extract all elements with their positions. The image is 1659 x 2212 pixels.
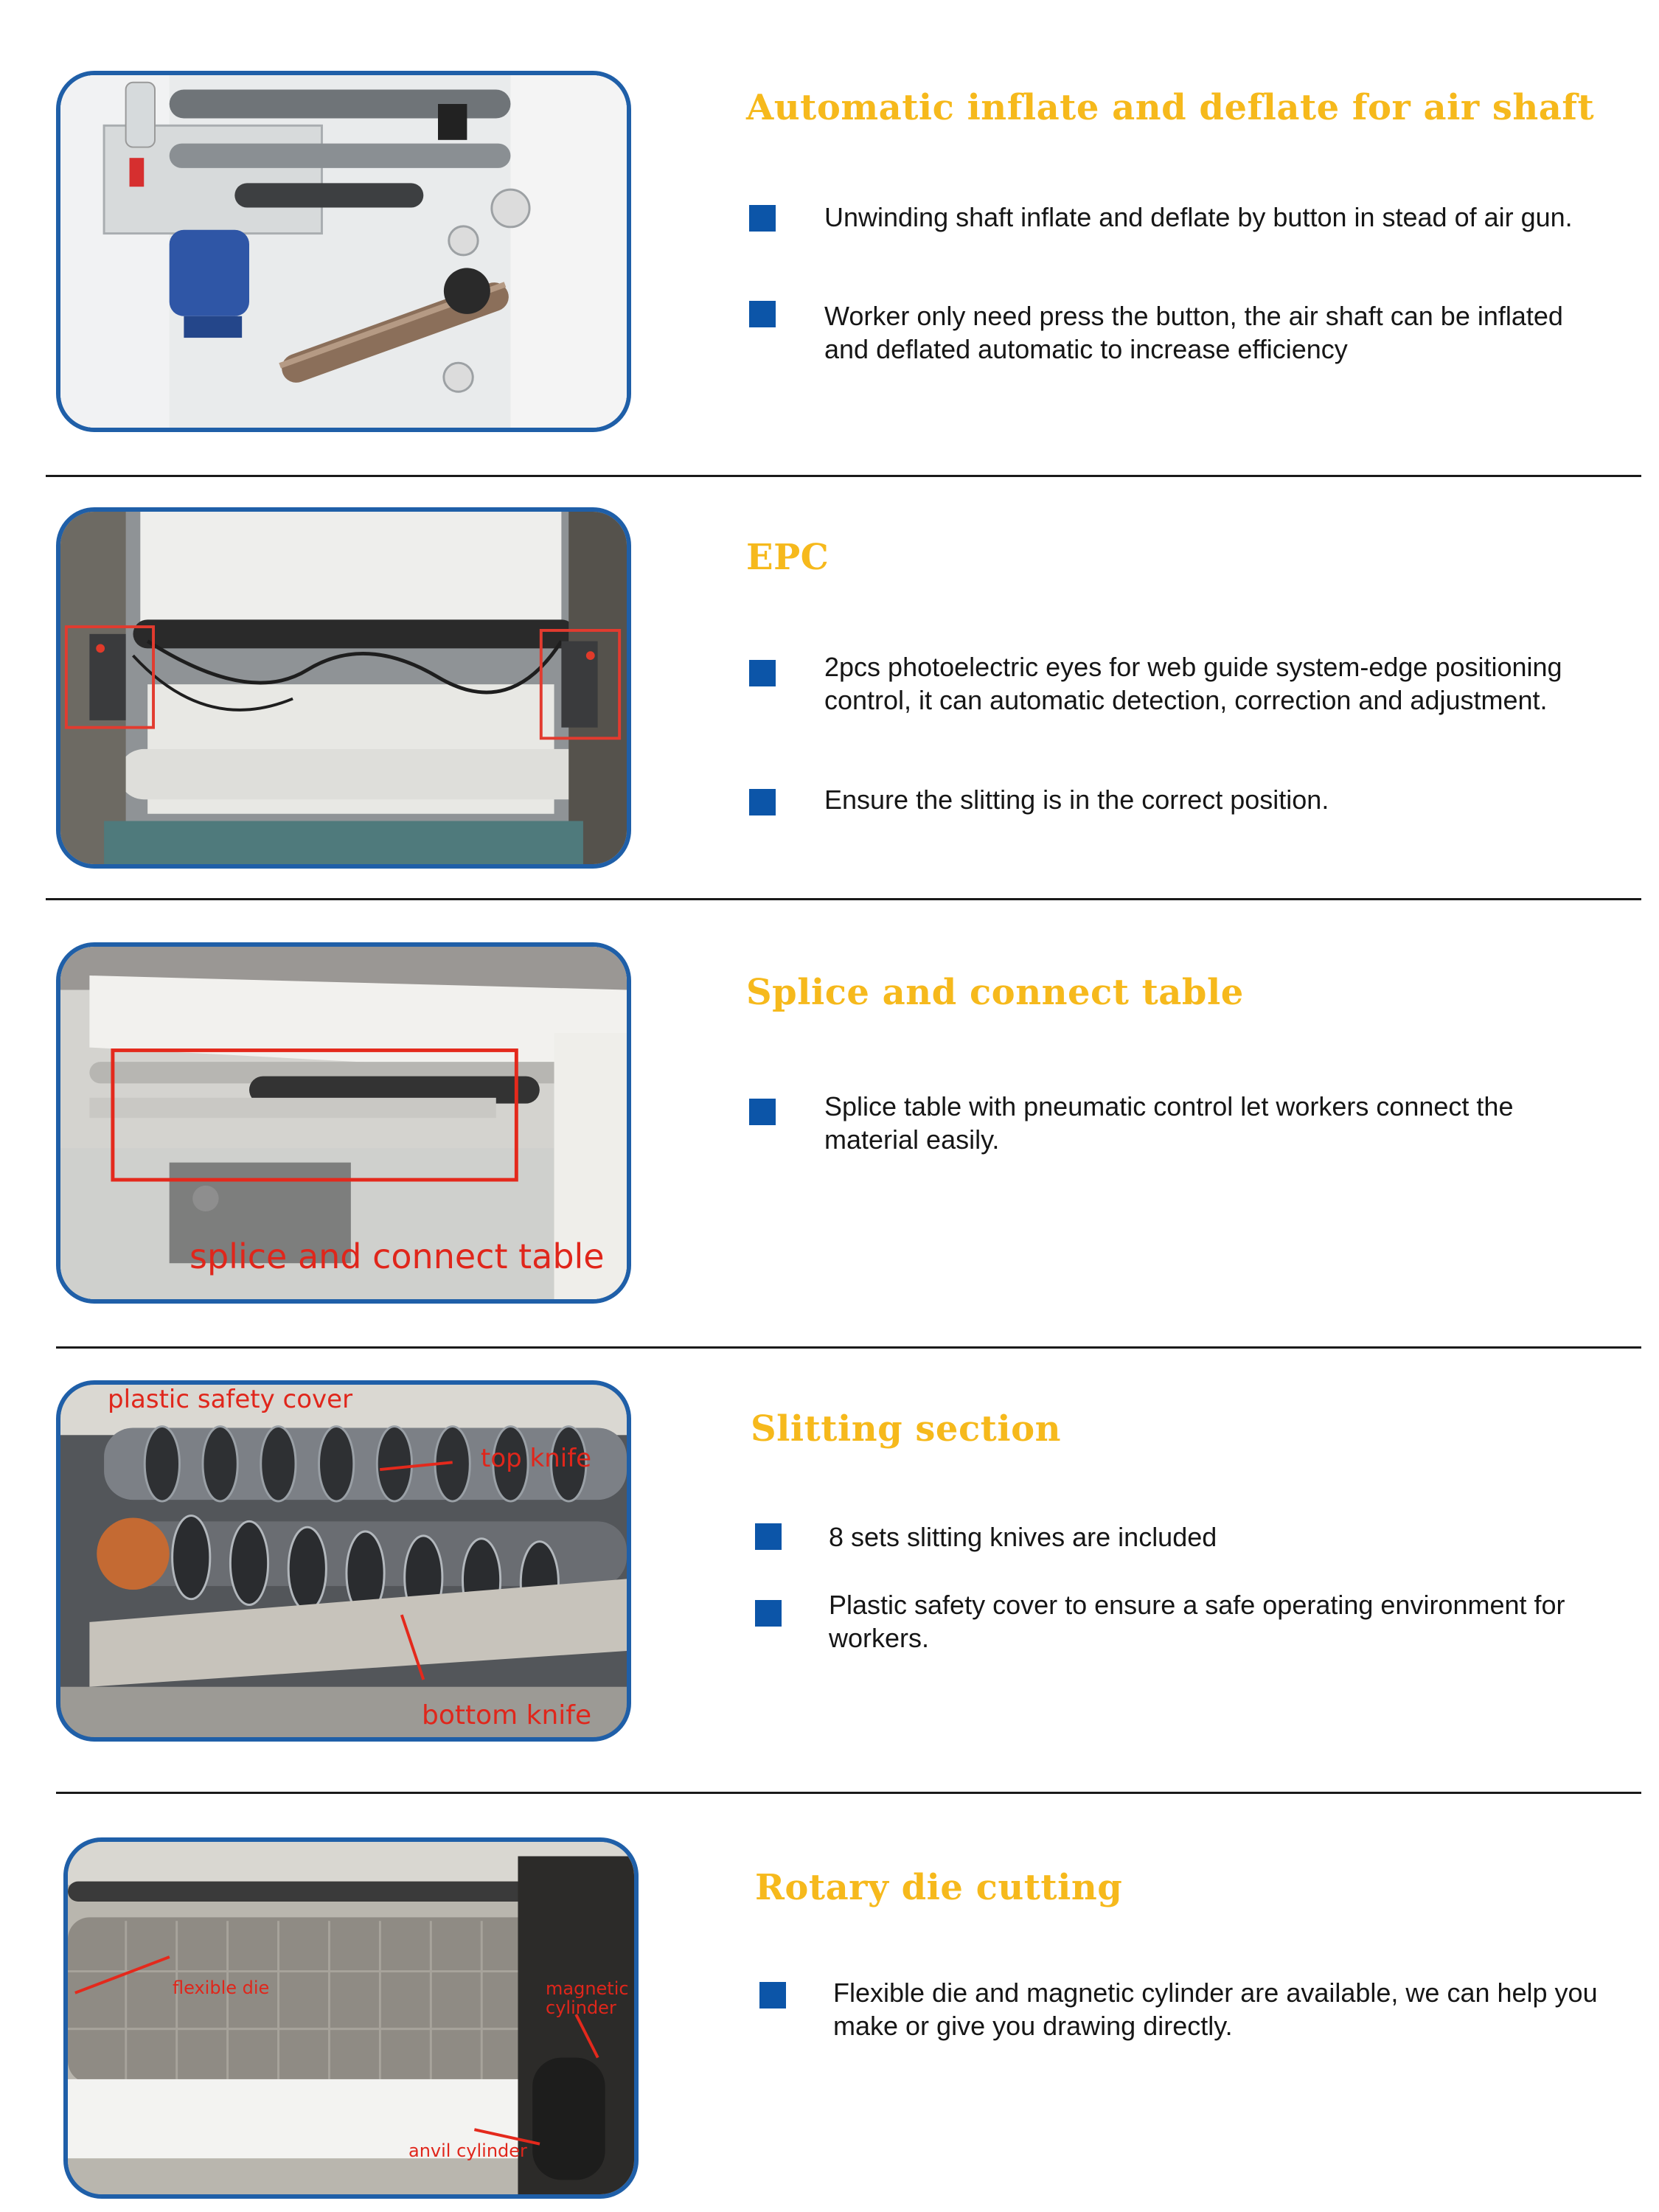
bullet-square-icon [755, 1523, 782, 1550]
bullet-square-icon [759, 1982, 786, 2008]
bullet-text: Unwinding shaft inflate and deflate by button in stead of air gun. [824, 202, 1573, 232]
bullet-text: Ensure the slitting is in the correct position. [824, 785, 1329, 815]
section-heading: Splice and connect table [746, 972, 1244, 1013]
epc-machine-illustration [60, 512, 627, 864]
section-heading: Rotary die cutting [755, 1867, 1123, 1908]
bullet-square-icon [749, 1099, 776, 1125]
bullet-text: Worker only need press the button, the air shaft can be inflated and deflated automatic to increase efficiency [824, 301, 1563, 364]
magnetic-cylinder-label: magnetic cylinder [546, 1978, 629, 2018]
bottom-knife-label: bottom knife [422, 1700, 592, 1731]
bullet-square-icon [749, 660, 776, 686]
slitting-machine-illustration [60, 1385, 627, 1737]
bullet-text: Plastic safety cover to ensure a safe operating environment for workers. [829, 1590, 1565, 1653]
splice-table-caption: splice and connect table [189, 1237, 605, 1276]
bullet-square-icon [755, 1600, 782, 1627]
bullet-square-icon [749, 205, 776, 232]
section-heading: EPC [746, 537, 830, 578]
section-divider [46, 475, 1641, 477]
air-shaft-machine-illustration [60, 75, 627, 428]
section-heading: Automatic inflate and deflate for air shaft [746, 87, 1595, 128]
rotary-die-machine-illustration [68, 1842, 634, 2194]
bullet-text: 8 sets slitting knives are included [829, 1522, 1217, 1552]
air-shaft-photo [56, 71, 631, 432]
epc-photo [56, 507, 631, 869]
bullet-text: 2pcs photoelectric eyes for web guide system-edge positioning control, it can automatic detection, correction and adjustment. [824, 652, 1562, 715]
plastic-safety-cover-label: plastic safety cover [108, 1385, 353, 1414]
splice-table-photo [56, 942, 631, 1304]
section-divider [56, 1346, 1641, 1349]
section-divider [46, 898, 1641, 900]
flexible-die-label: flexible die [173, 1978, 270, 1998]
bullet-text: Splice table with pneumatic control let workers connect the material easily. [824, 1091, 1514, 1155]
anvil-cylinder-label: anvil cylinder [408, 2140, 527, 2161]
top-knife-label: top knife [481, 1444, 592, 1473]
rotary-die-photo [63, 1837, 639, 2199]
section-heading: Slitting section [751, 1408, 1061, 1450]
slitting-photo [56, 1380, 631, 1742]
section-divider [56, 1792, 1641, 1794]
bullet-square-icon [749, 789, 776, 815]
bullet-text: Flexible die and magnetic cylinder are available, we can help you make or give you drawing directly. [833, 1978, 1598, 2041]
bullet-square-icon [749, 301, 776, 327]
